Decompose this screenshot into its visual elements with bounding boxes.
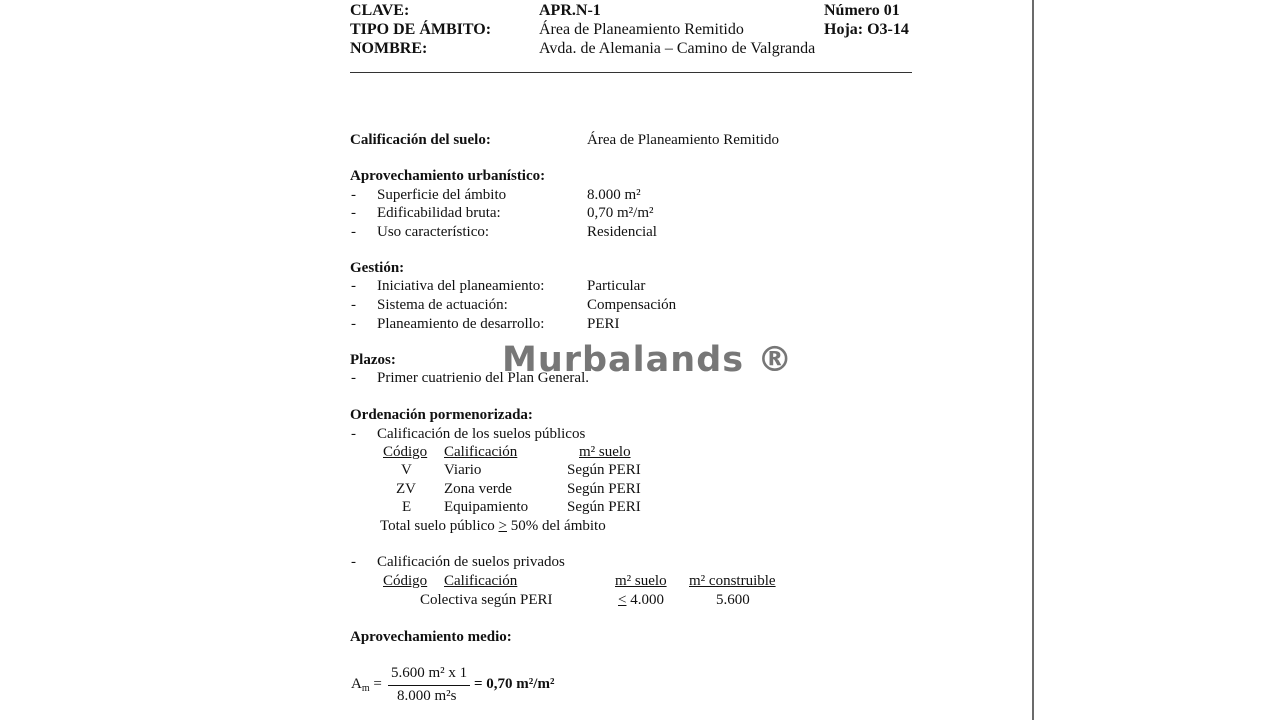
list-dash: - <box>351 278 356 294</box>
tipo-value: Área de Planeamiento Remitido <box>539 21 744 38</box>
table-cell-calif: Zona verde <box>444 481 512 497</box>
clave-label: CLAVE: <box>350 2 410 19</box>
privados-cell-calif: Colectiva según PERI <box>420 592 553 608</box>
superficie-value: 8.000 m² <box>587 187 641 203</box>
list-dash: - <box>351 224 356 240</box>
privados-cell-construible: 5.600 <box>716 592 750 608</box>
medio-title: Aprovechamiento medio: <box>350 629 512 645</box>
list-dash: - <box>351 554 356 570</box>
table-cell-suelo: Según PERI <box>567 481 641 497</box>
numero-label: Número 01 <box>824 2 900 19</box>
list-dash: - <box>351 205 356 221</box>
fraction-bar <box>388 685 470 686</box>
table-cell-suelo: Según PERI <box>567 462 641 478</box>
sistema-label: Sistema de actuación: <box>377 297 508 313</box>
planeamiento-label: Planeamiento de desarrollo: <box>377 316 545 332</box>
list-dash: - <box>351 297 356 313</box>
formula-denominator: 8.000 m²s <box>397 688 457 704</box>
publicos-header-calificacion: Calificación <box>444 444 518 460</box>
plazos-item: Primer cuatrienio del Plan General. <box>377 370 590 386</box>
nombre-value: Avda. de Alemania – Camino de Valgranda <box>539 40 816 57</box>
edificabilidad-value: 0,70 m²/m² <box>587 205 654 221</box>
greater-equal-symbol: > <box>498 518 507 534</box>
edificabilidad-label: Edificabilidad bruta: <box>377 205 501 221</box>
list-dash: - <box>351 370 356 386</box>
publicos-header-suelo: m² suelo <box>579 444 631 460</box>
formula-lhs: $A_m$ = <box>351 676 382 694</box>
less-equal-symbol: < <box>618 592 627 608</box>
planeamiento-value: PERI <box>587 316 620 332</box>
superficie-label: Superficie del ámbito <box>377 187 507 203</box>
privados-header-construible: m² construible <box>689 573 776 589</box>
iniciativa-label: Iniciativa del planeamiento: <box>377 278 545 294</box>
privados-header-suelo: m² suelo <box>615 573 667 589</box>
watermark-text: Murbalands ® <box>502 340 794 380</box>
formula-numerator: 5.600 m² x 1 <box>391 665 468 681</box>
list-dash: - <box>351 426 356 442</box>
publicos-header-codigo: Código <box>383 444 428 460</box>
aprovechamiento-title: Aprovechamiento urbanístico: <box>350 168 546 184</box>
table-cell-calif: Equipamiento <box>444 499 529 515</box>
calificacion-value: Área de Planeamiento Remitido <box>587 132 780 148</box>
privados-header-calificacion: Calificación <box>444 573 518 589</box>
privados-header-codigo: Código <box>383 573 428 589</box>
privados-label: Calificación de suelos privados <box>377 554 565 570</box>
table-cell-code: E <box>402 499 412 515</box>
formula-fraction <box>388 664 470 708</box>
gestion-title: Gestión: <box>350 260 405 276</box>
tipo-label: TIPO DE ÁMBITO: <box>350 21 492 38</box>
publicos-label: Calificación de los suelos públicos <box>377 426 586 442</box>
formula-result: = 0,70 m²/m² <box>474 676 555 692</box>
plazos-title: Plazos: <box>350 352 396 368</box>
table-cell-code: ZV <box>396 481 416 497</box>
ordenacion-title: Ordenación pormenorizada: <box>350 407 533 423</box>
privados-cell-suelo: < 4.000 <box>618 592 664 608</box>
calificacion-label: Calificación del suelo: <box>350 132 491 148</box>
page-edge-divider <box>1032 0 1034 720</box>
sistema-value: Compensación <box>587 297 677 313</box>
nombre-label: NOMBRE: <box>350 40 428 57</box>
uso-label: Uso característico: <box>377 224 490 240</box>
iniciativa-value: Particular <box>587 278 646 294</box>
table-cell-calif: Viario <box>444 462 482 478</box>
clave-value: APR.N-1 <box>539 2 601 19</box>
table-cell-suelo: Según PERI <box>567 499 641 515</box>
uso-value: Residencial <box>587 224 657 240</box>
total-publico: Total suelo público > 50% del ámbito <box>380 518 606 534</box>
hoja-label: Hoja: O3-14 <box>824 21 909 38</box>
list-dash: - <box>351 316 356 332</box>
list-dash: - <box>351 187 356 203</box>
header-divider <box>350 72 912 73</box>
table-cell-code: V <box>401 462 412 478</box>
